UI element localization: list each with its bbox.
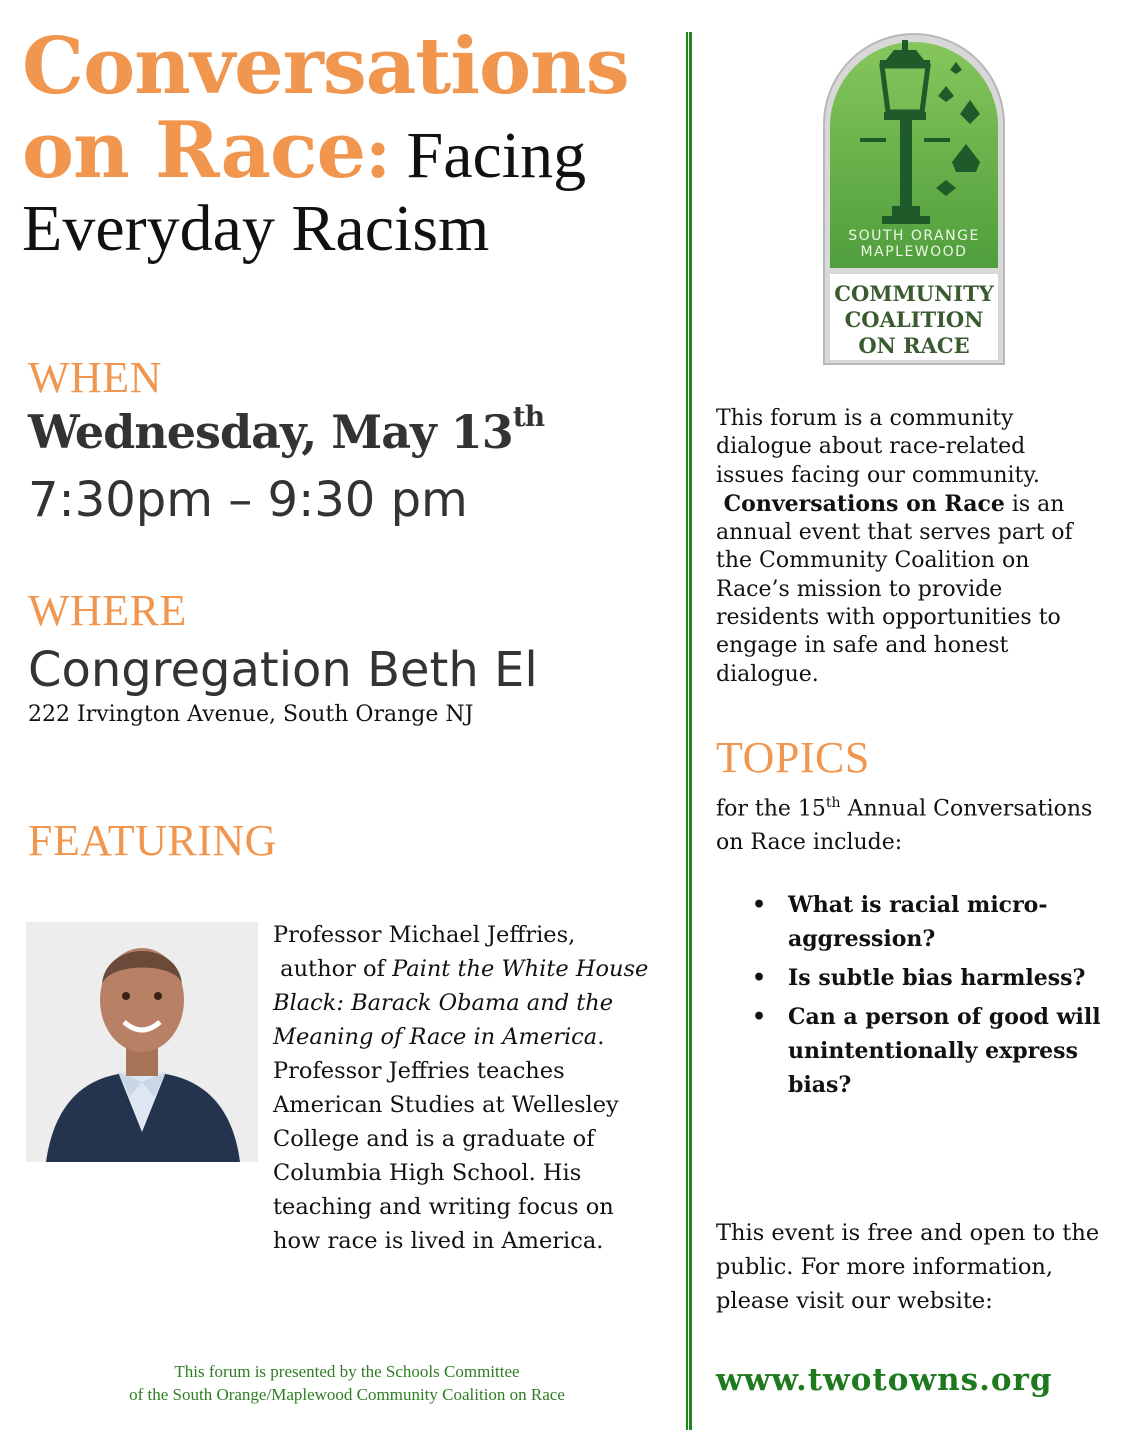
- event-name: Conversations on Race: [716, 490, 1005, 517]
- book-title: Meaning of Race in America: [273, 1024, 598, 1050]
- topics-intro: [716, 786, 1126, 860]
- topics-heading: TOPICS: [716, 733, 870, 782]
- event-date-suffix: th: [512, 399, 545, 433]
- title-line-2-black: Facing: [390, 119, 587, 192]
- bio-line: teaching and writing focus on: [273, 1194, 614, 1220]
- presenter-note-line: of the South Orange/Maplewood Community Coalition on Race: [129, 1385, 565, 1404]
- venue-address: 222 Irvington Avenue, South Orange NJ: [28, 702, 474, 727]
- column-divider: [686, 32, 692, 1430]
- description-line: residents with opportunities to: [716, 605, 1061, 631]
- bio-text: .: [597, 1024, 605, 1050]
- book-title: Black: Barack Obama and the: [273, 990, 614, 1016]
- bio-line: [273, 952, 673, 986]
- bio-text: author of: [273, 956, 393, 982]
- book-title: Paint the White House: [392, 956, 649, 982]
- topics-intro-text: Annual Conversations: [840, 796, 1093, 822]
- bio-line: College and is a graduate of: [273, 1126, 595, 1152]
- presenter-note: [60, 1360, 634, 1406]
- title-line-3: Everyday Racism: [22, 192, 490, 265]
- bio-line: American Studies at Wellesley: [273, 1092, 619, 1118]
- title-line-1: Conversations: [22, 21, 629, 112]
- event-time: 7:30pm – 9:30 pm: [28, 472, 468, 528]
- description-line: [716, 490, 1116, 519]
- featuring-heading: FEATURING: [28, 816, 277, 865]
- bullet-icon: •: [752, 965, 767, 991]
- coalition-logo: [820, 30, 1008, 368]
- topics-intro-line: on Race include:: [716, 830, 903, 856]
- closing-line: please visit our website:: [716, 1288, 993, 1314]
- closing-line: public. For more information,: [716, 1254, 1054, 1280]
- bullet-icon: •: [752, 892, 767, 918]
- topic-text: What is racial micro-aggression?: [788, 892, 1048, 952]
- bio-line: Professor Jeffries teaches: [273, 1058, 565, 1084]
- description-line: This forum is a community: [716, 406, 1014, 431]
- bio-line: [273, 1020, 673, 1054]
- speaker-photo: [26, 922, 258, 1162]
- ordinal-suffix: th: [825, 795, 841, 811]
- bullet-icon: •: [752, 1004, 767, 1030]
- title-colon: :: [365, 111, 391, 194]
- venue-name: Congregation Beth El: [28, 642, 538, 698]
- event-date: [28, 399, 545, 459]
- where-heading: WHERE: [28, 586, 187, 635]
- topic-text: Can a person of good will unintentionally express bias?: [788, 1004, 1101, 1098]
- list-item: [752, 1000, 1122, 1102]
- logo-town-line-2: MAPLEWOOD: [860, 244, 968, 260]
- description-line: dialogue.: [716, 661, 819, 687]
- page-title: [22, 21, 682, 265]
- logo-town-line-1: SOUTH ORANGE: [848, 228, 980, 244]
- description-line: engage in safe and honest: [716, 633, 1009, 659]
- website-link[interactable]: www.twotowns.org: [716, 1362, 1053, 1398]
- title-line-2-orange: on Race: [22, 105, 366, 196]
- description-text: is an: [1004, 491, 1065, 517]
- coalition-logo-graphic: [820, 30, 1008, 368]
- closing-info: [716, 1216, 1126, 1318]
- closing-line: This event is free and open to the: [716, 1220, 1100, 1246]
- event-date-main: Wednesday, May 13: [28, 405, 513, 459]
- logo-org-line-1: COMMUNITY: [834, 281, 994, 306]
- bio-line: how race is lived in America.: [273, 1228, 604, 1254]
- when-heading: WHEN: [28, 353, 162, 402]
- bio-line: Professor Michael Jeffries,: [273, 922, 576, 948]
- bio-line: Columbia High School. His: [273, 1160, 582, 1186]
- logo-org-line-2: COALITION: [844, 307, 984, 332]
- description-line: the Community Coalition on: [716, 548, 1030, 574]
- list-item: [752, 888, 1122, 956]
- speaker-bio: [273, 918, 673, 1258]
- topics-intro-line: [716, 786, 1126, 826]
- topic-text: Is subtle bias harmless?: [788, 965, 1086, 991]
- description-line: dialogue about race-related: [716, 434, 1026, 460]
- forum-description: [716, 405, 1116, 689]
- description-line: Race’s mission to provide: [716, 576, 1003, 602]
- list-item: [752, 961, 1122, 995]
- description-line: issues facing our community.: [716, 462, 1040, 488]
- topics-list: [752, 888, 1122, 1107]
- presenter-note-line: This forum is presented by the Schools Committee: [174, 1362, 520, 1381]
- logo-org-line-3: ON RACE: [858, 333, 970, 358]
- bio-line: [273, 986, 673, 1020]
- speaker-portrait-illustration: [26, 922, 258, 1162]
- topics-intro-text: for the 15: [716, 796, 826, 822]
- description-line: annual event that serves part of: [716, 520, 1073, 546]
